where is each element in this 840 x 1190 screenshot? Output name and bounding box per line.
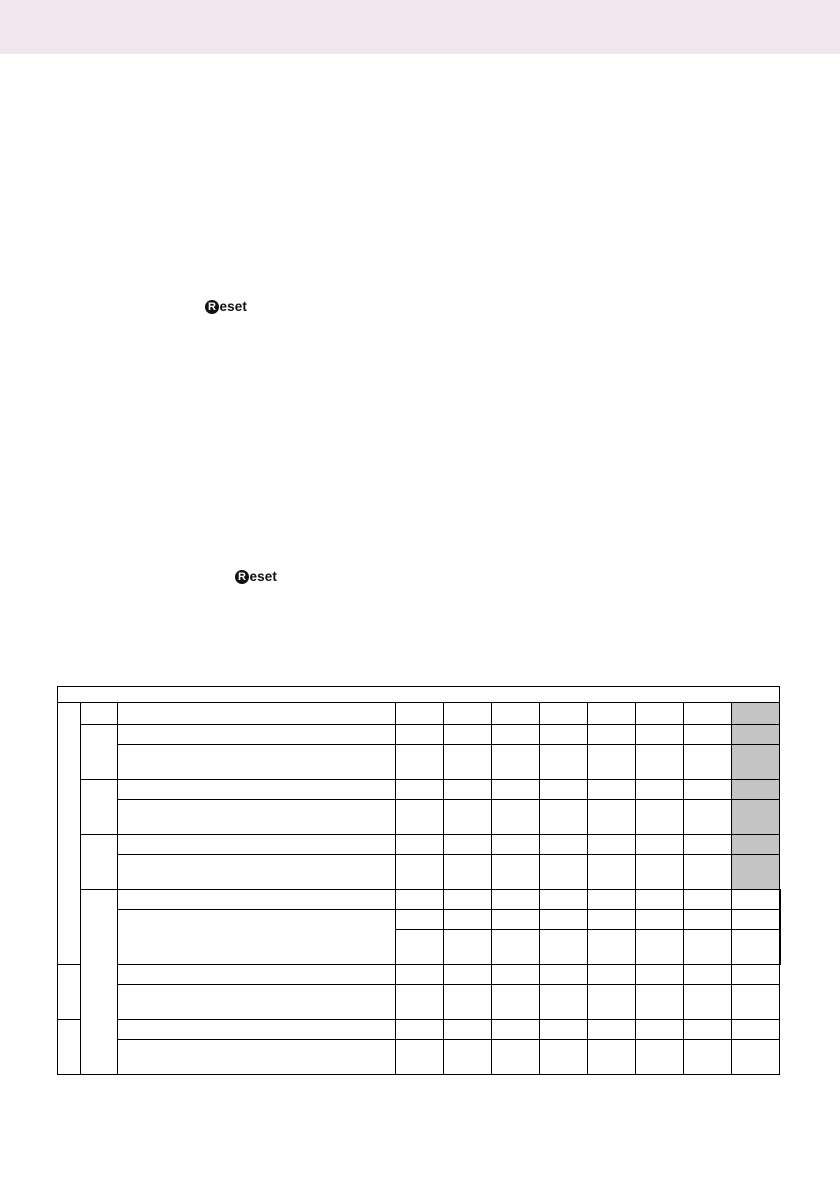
table-cell [540,930,588,965]
table-cell [118,780,396,800]
table-cell [118,985,396,1020]
table-cell [396,725,444,745]
table-cell [540,855,588,890]
reset-r-icon: R [235,570,249,584]
table-row [58,1040,781,1075]
table-cell [444,965,492,985]
shaded-cell [732,703,780,725]
table-cell [492,965,540,985]
group-label-cell [118,910,396,965]
settings-table [57,686,781,1075]
table-cell [444,910,492,930]
table-cell [444,703,492,725]
table-cell [684,1040,732,1075]
table-cell [636,890,684,910]
table-cell [636,745,684,780]
table-cell [444,800,492,835]
table-cell [540,780,588,800]
table-cell [732,930,780,965]
table-cell [540,745,588,780]
table-cell [684,780,732,800]
table-cell [118,1020,396,1040]
group-label-cell [81,780,118,835]
section-label-cell [81,890,118,1075]
table-cell [780,910,781,930]
table-cell [396,800,444,835]
table-cell [444,725,492,745]
table-cell [540,800,588,835]
table-cell [540,910,588,930]
table-cell [492,930,540,965]
shaded-cell [732,780,780,800]
table-cell [540,890,588,910]
table-cell [588,745,636,780]
table-cell [732,890,780,910]
table-cell [636,1020,684,1040]
section-label-cell [58,703,81,965]
table-cell [492,855,540,890]
reset-r-icon: R [205,300,219,314]
table-row [58,985,781,1020]
table-cell [396,703,444,725]
table-cell [118,800,396,835]
shaded-cell [732,725,780,745]
table-cell [780,890,781,910]
table-cell [492,835,540,855]
table-cell [396,855,444,890]
table-cell [684,800,732,835]
table-cell [588,703,636,725]
table-cell [118,855,396,890]
table-row [58,855,781,890]
table-cell [732,965,780,985]
table-cell [444,780,492,800]
table-cell [118,835,396,855]
table-cell [118,1040,396,1075]
table-cell [444,930,492,965]
table-cell [81,703,118,725]
table-cell [396,745,444,780]
table-cell [396,890,444,910]
table-cell [492,890,540,910]
table-cell [732,910,780,930]
table-row [58,1020,781,1040]
table-cell [588,800,636,835]
shaded-cell [732,835,780,855]
table-cell [684,855,732,890]
table-cell [118,725,396,745]
table-cell [684,1020,732,1040]
table-cell [444,1040,492,1075]
table-cell [540,985,588,1020]
table-title-cell [58,687,780,703]
table-cell [588,855,636,890]
table-cell [588,930,636,965]
reset-logo [235,569,277,584]
table-cell [636,965,684,985]
table-cell [636,985,684,1020]
table-title-row [58,687,781,703]
table-cell [684,725,732,745]
table-cell [492,745,540,780]
group-label-cell [81,725,118,780]
table-cell [732,985,780,1020]
table-cell [684,910,732,930]
table-cell [684,965,732,985]
table-cell [540,1020,588,1040]
group-label-cell [58,965,81,1020]
table-cell [118,703,396,725]
table-cell [636,835,684,855]
table-row [58,965,781,985]
table-cell [588,965,636,985]
table-cell [732,1020,780,1040]
table-cell [492,1020,540,1040]
table-cell [636,725,684,745]
table-cell [588,835,636,855]
page-header-band [0,0,840,54]
shaded-cell [732,745,780,780]
table-row [58,890,781,910]
table-cell [588,910,636,930]
table-cell [588,985,636,1020]
table-cell [492,800,540,835]
table-row [58,780,781,800]
table-cell [396,985,444,1020]
table-cell [732,1040,780,1075]
table-row [58,725,781,745]
table-cell [396,780,444,800]
table-cell [396,1020,444,1040]
reset-logo [205,299,247,314]
table-cell [540,725,588,745]
table-cell [444,985,492,1020]
table-cell [444,855,492,890]
table-cell [636,855,684,890]
table-cell [636,780,684,800]
table-cell [588,780,636,800]
table-cell [492,725,540,745]
table-cell [684,890,732,910]
table-cell [118,890,396,910]
table-cell [396,930,444,965]
table-cell [396,965,444,985]
table-cell [396,835,444,855]
table-cell [588,1040,636,1075]
reset-logo-text: eset [249,569,277,584]
table-header-row [58,703,781,725]
table-cell [588,1020,636,1040]
table-cell [588,725,636,745]
shaded-cell [732,855,780,890]
table-row [58,835,781,855]
table-cell [636,703,684,725]
table-cell [396,1040,444,1075]
table-cell [444,835,492,855]
table-cell [684,930,732,965]
table-cell [118,745,396,780]
table-cell [636,800,684,835]
table-cell [444,890,492,910]
group-label-cell [58,1020,81,1075]
table-cell [492,703,540,725]
table-cell [636,1040,684,1075]
table-cell [588,890,636,910]
table-row [58,910,781,930]
table-cell [636,930,684,965]
table-row [58,800,781,835]
table-cell [684,985,732,1020]
table-cell [540,965,588,985]
table-cell [492,780,540,800]
table-cell [780,930,781,965]
table-cell [684,745,732,780]
table-row [58,745,781,780]
table-cell [444,1020,492,1040]
reset-logo-text: eset [219,299,247,314]
table-cell [396,910,444,930]
table-cell [684,835,732,855]
table-cell [492,910,540,930]
table-cell [684,703,732,725]
table-cell [118,965,396,985]
table-cell [540,703,588,725]
shaded-cell [732,800,780,835]
table-cell [540,1040,588,1075]
table-cell [492,985,540,1020]
table-cell [636,910,684,930]
table-cell [444,745,492,780]
group-label-cell [81,835,118,890]
table-cell [492,1040,540,1075]
table-cell [540,835,588,855]
